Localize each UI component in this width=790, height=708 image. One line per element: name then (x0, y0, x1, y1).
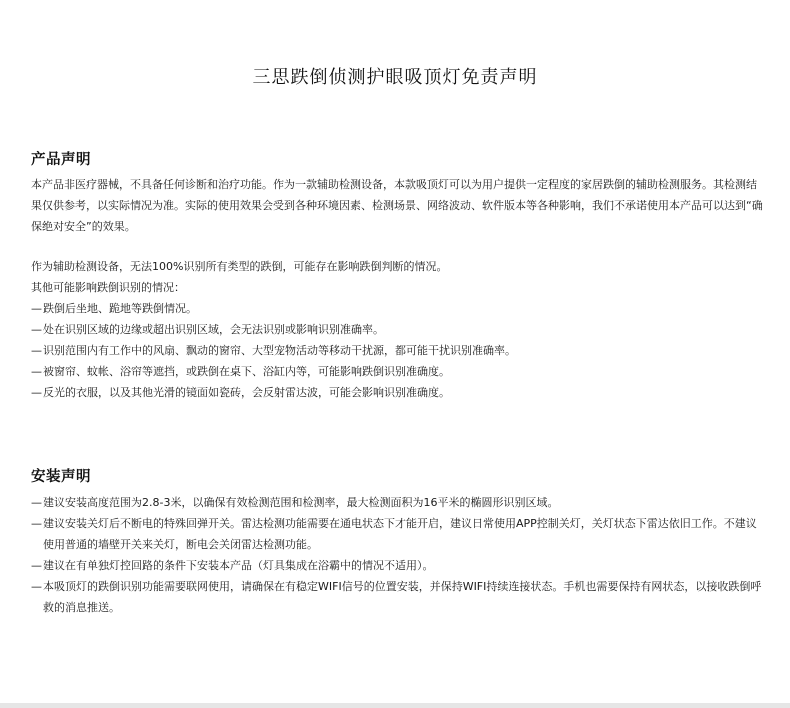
dash-marker: — (31, 386, 42, 399)
product-others-intro: 其他可能影响跌倒识别的情况： (31, 281, 185, 294)
footer-divider (0, 703, 790, 708)
list-item (31, 298, 766, 319)
list-item (31, 319, 766, 340)
dash-marker: — (31, 323, 42, 336)
dash-marker: — (31, 496, 42, 509)
list-item (31, 555, 766, 576)
product-limitation-paragraph: 作为辅助检测设备，无法100%识别所有类型的跌倒，可能存在影响跌倒判断的情况。 (31, 260, 448, 273)
install-notes-list (31, 492, 766, 618)
dash-marker: — (31, 580, 42, 593)
list-item-text: 反光的衣服，以及其他光滑的镜面如瓷砖，会反射雷达波，可能会影响识别准确度。 (43, 386, 450, 399)
list-item (31, 576, 766, 618)
list-item (31, 513, 766, 555)
list-item-text: 建议安装高度范围为2.8-3米，以确保有效检测范围和检测率，最大检测面积为16平米的椭圆形识别区域。 (43, 496, 559, 509)
list-item-text: 本吸顶灯的跌倒识别功能需要联网使用，请确保在有稳定WIFI信号的位置安装，并保持WIFI持续连接状态。手机也需要保持有网状态，以接收跌倒呼救的消息推送。 (43, 580, 762, 614)
dash-marker: — (31, 302, 42, 315)
list-item-text: 被窗帘、蚊帐、浴帘等遮挡，或跌倒在桌下、浴缸内等，可能影响跌倒识别准确度。 (43, 365, 450, 378)
page-title: 三思跌倒侦测护眼吸顶灯免责声明 (252, 67, 538, 88)
install-section-heading: 安装声明 (31, 469, 91, 485)
list-item (31, 492, 766, 513)
product-limitations-list (31, 298, 766, 403)
list-item-text: 识别范围内有工作中的风扇、飘动的窗帘、大型宠物活动等移动干扰源，都可能干扰识别准确率。 (43, 344, 516, 357)
list-item (31, 382, 766, 403)
dash-marker: — (31, 344, 42, 357)
dash-marker: — (31, 365, 42, 378)
dash-marker: — (31, 517, 42, 530)
dash-marker: — (31, 559, 42, 572)
product-section-heading: 产品声明 (31, 152, 91, 168)
list-item (31, 361, 766, 382)
list-item-text: 建议安装关灯后不断电的特殊回弹开关。雷达检测功能需要在通电状态下才能开启，建议日常使用APP控制关灯，关灯状态下雷达依旧工作。不建议使用普通的墙壁开关来关灯，断电会关闭雷达检测功能。 (43, 517, 757, 551)
list-item (31, 340, 766, 361)
list-item-text: 跌倒后坐地、跪地等跌倒情况。 (43, 302, 197, 315)
list-item-text: 处在识别区域的边缘或超出识别区域，会无法识别或影响识别准确率。 (43, 323, 384, 336)
product-intro-paragraph: 本产品非医疗器械，不具备任何诊断和治疗功能。作为一款辅助检测设备，本款吸顶灯可以为用户提供一定程度的家居跌倒的辅助检测服务。其检测结果仅供参考，以实际情况为准。实际的使用效果会受到各种环境因素、检测场景、网络波动、软件版本等各种影响，我们不承诺使用本产品可以达到“确保绝对安全”的效果。 (31, 178, 763, 233)
list-item-text: 建议在有单独灯控回路的条件下安装本产品（灯具集成在浴霸中的情况不适用）。 (43, 559, 434, 572)
